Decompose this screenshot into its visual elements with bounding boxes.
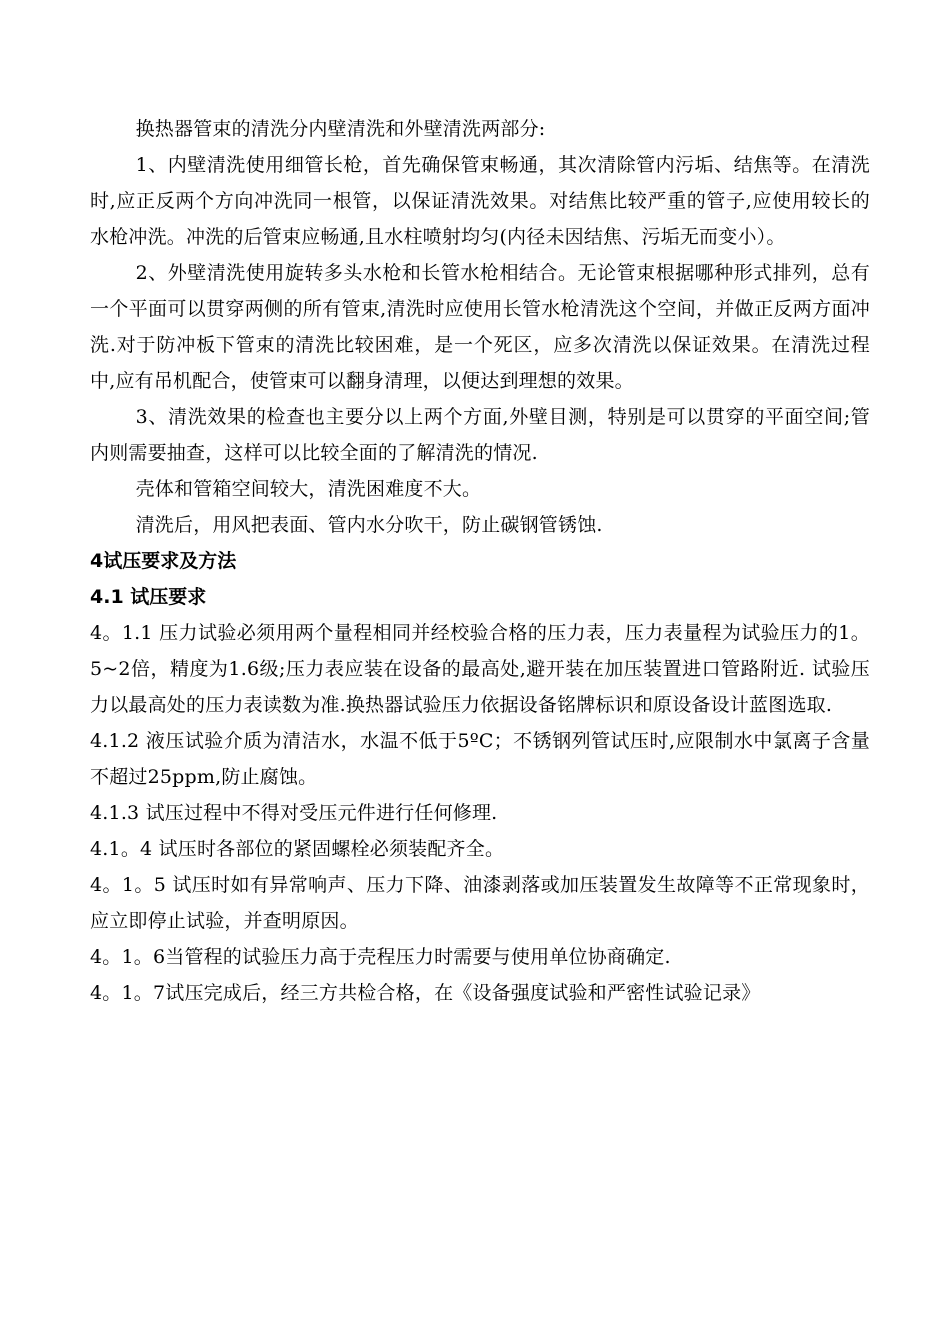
intro-paragraph: 换热器管束的清洗分内壁清洗和外壁清洗两部分: — [135, 118, 546, 140]
outer-wall-cleaning-paragraph: 2、外壁清洗使用旋转多头水枪和长管水枪相结合。无论管束根据哪种形式排列，总有一个平面可以贯穿两侧的所有管束,清洗时应使用长管水枪清洗这个空间，并做正反两方面冲洗.对于防冲板下管束的清洗比较困难，是一个死区，应多次清洗以保证效果。在清洗过程中,应有吊机配合，使管束可以翻身清理，以便达到理想的效果。 — [90, 262, 870, 392]
subsection-heading: 4.1 试压要求 — [90, 586, 207, 608]
clause-4-1-2: 4.1.2 液压试验介质为清洁水，水温不低于5ºC；不锈钢列管试压时,应限制水中氯离子含量不超过25ppm,防止腐蚀。 — [90, 730, 870, 788]
cleaning-inspection-paragraph: 3、清洗效果的检查也主要分以上两个方面,外壁目测，特别是可以贯穿的平面空间;管内则需要抽查，这样可以比较全面的了解清洗的情况. — [90, 406, 870, 464]
clause-4-1-1: 4。1.1 压力试验必须用两个量程相同并经校验合格的压力表，压力表量程为试验压力的1。5~2倍，精度为1.6级;压力表应装在设备的最高处,避开装在加压装置进口管路附近. 试验压力以最高处的压力表读数为准.换热器试验压力依据设备铭牌标识和原设备设计蓝图选取. — [90, 622, 870, 716]
shell-cleaning-paragraph: 壳体和管箱空间较大，清洗困难度不大。 — [135, 478, 482, 500]
section-heading: 4试压要求及方法 — [90, 550, 237, 572]
inner-wall-cleaning-paragraph: 1、内壁清洗使用细管长枪，首先确保管束畅通，其次清除管内污垢、结焦等。在清洗时,应正反两个方向冲洗同一根管，以保证清洗效果。对结焦比较严重的管子,应使用较长的水枪冲洗。冲洗的后管束应畅通,且水柱喷射均匀(内径未因结焦、污垢无而变小）。 — [90, 154, 870, 248]
document-body — [90, 111, 870, 1011]
clause-4-1-3: 4.1.3 试压过程中不得对受压元件进行任何修理. — [90, 802, 498, 824]
clause-4-1-7: 4。1。7试压完成后，经三方共检合格，在《设备强度试验和严密性试验记录》 — [90, 982, 761, 1004]
clause-4-1-6: 4。1。6当管程的试验压力高于壳程压力时需要与使用单位协商确定. — [90, 946, 671, 968]
drying-paragraph: 清洗后，用风把表面、管内水分吹干，防止碳钢管锈蚀. — [135, 514, 603, 536]
clause-4-1-5: 4。1。5 试压时如有异常响声、压力下降、油漆剥落或加压装置发生故障等不正常现象时，应立即停止试验，并查明原因。 — [90, 874, 870, 932]
clause-4-1-4: 4.1。4 试压时各部位的紧固螺栓必须装配齐全。 — [90, 838, 505, 860]
